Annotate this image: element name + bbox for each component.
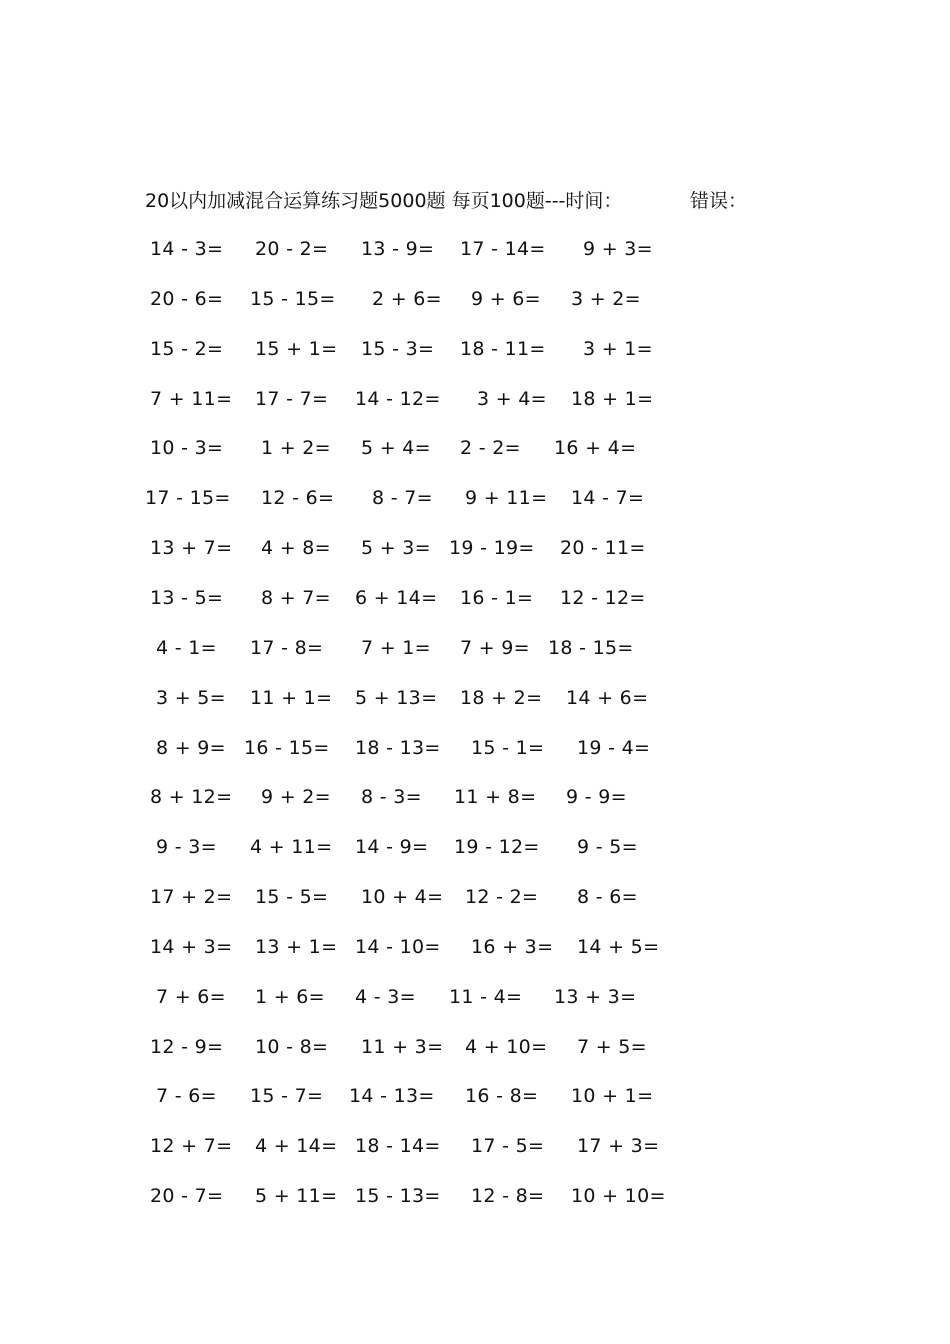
- arithmetic-problem: 9 - 5=: [577, 836, 638, 858]
- arithmetic-problem: 9 + 2=: [261, 786, 331, 808]
- arithmetic-problem: 4 - 3=: [355, 986, 416, 1008]
- arithmetic-problem: 11 + 3=: [361, 1036, 444, 1058]
- arithmetic-problem: 4 - 1=: [156, 637, 217, 659]
- arithmetic-problem: 12 + 7=: [150, 1135, 233, 1157]
- arithmetic-problem: 2 + 6=: [372, 288, 442, 310]
- arithmetic-problem: 17 + 2=: [150, 886, 233, 908]
- arithmetic-problem: 14 - 7=: [571, 487, 645, 509]
- arithmetic-problem: 1 + 6=: [255, 986, 325, 1008]
- arithmetic-problem: 7 + 1=: [361, 637, 431, 659]
- arithmetic-problem: 9 + 11=: [465, 487, 548, 509]
- arithmetic-problem: 6 + 14=: [355, 587, 438, 609]
- arithmetic-problem: 10 - 3=: [150, 437, 224, 459]
- arithmetic-problem: 18 - 13=: [355, 737, 441, 759]
- errors-label: 错误：: [690, 190, 748, 212]
- arithmetic-problem: 15 - 7=: [250, 1085, 324, 1107]
- arithmetic-problem: 7 + 5=: [577, 1036, 647, 1058]
- arithmetic-problem: 13 + 7=: [150, 537, 233, 559]
- arithmetic-problem: 11 + 1=: [250, 687, 333, 709]
- arithmetic-problem: 8 - 6=: [577, 886, 638, 908]
- arithmetic-problem: 14 - 12=: [355, 388, 441, 410]
- arithmetic-problem: 20 - 6=: [150, 288, 224, 310]
- arithmetic-problem: 1 + 2=: [261, 437, 331, 459]
- arithmetic-problem: 14 + 5=: [577, 936, 660, 958]
- arithmetic-problem: 15 - 3=: [361, 338, 435, 360]
- arithmetic-problem: 14 - 13=: [349, 1085, 435, 1107]
- arithmetic-problem: 4 + 8=: [261, 537, 331, 559]
- arithmetic-problem: 14 + 6=: [566, 687, 649, 709]
- arithmetic-problem: 12 - 9=: [150, 1036, 224, 1058]
- arithmetic-problem: 18 + 1=: [571, 388, 654, 410]
- arithmetic-problem: 16 + 3=: [471, 936, 554, 958]
- arithmetic-problem: 17 - 8=: [250, 637, 324, 659]
- arithmetic-problem: 20 - 7=: [150, 1185, 224, 1207]
- arithmetic-problem: 4 + 14=: [255, 1135, 338, 1157]
- arithmetic-problem: 3 + 5=: [156, 687, 226, 709]
- arithmetic-problem: 15 - 15=: [250, 288, 336, 310]
- arithmetic-problem: 19 - 4=: [577, 737, 651, 759]
- arithmetic-problem: 13 - 9=: [361, 238, 435, 260]
- arithmetic-problem: 14 - 3=: [150, 238, 224, 260]
- arithmetic-problem: 9 - 9=: [566, 786, 627, 808]
- arithmetic-problem: 18 - 11=: [460, 338, 546, 360]
- arithmetic-problem: 9 + 3=: [583, 238, 653, 260]
- arithmetic-problem: 13 - 5=: [150, 587, 224, 609]
- arithmetic-problem: 3 + 2=: [571, 288, 641, 310]
- arithmetic-problem: 15 - 5=: [255, 886, 329, 908]
- arithmetic-problem: 3 + 1=: [583, 338, 653, 360]
- arithmetic-problem: 14 + 3=: [150, 936, 233, 958]
- arithmetic-problem: 10 + 4=: [361, 886, 444, 908]
- arithmetic-problem: 9 + 6=: [471, 288, 541, 310]
- arithmetic-problem: 16 + 4=: [554, 437, 637, 459]
- arithmetic-problem: 3 + 4=: [477, 388, 547, 410]
- arithmetic-problem: 19 - 12=: [454, 836, 540, 858]
- arithmetic-problem: 16 - 15=: [244, 737, 330, 759]
- arithmetic-problem: 20 - 2=: [255, 238, 329, 260]
- arithmetic-problem: 19 - 19=: [449, 537, 535, 559]
- arithmetic-problem: 14 - 10=: [355, 936, 441, 958]
- arithmetic-problem: 12 - 12=: [560, 587, 646, 609]
- arithmetic-problem: 11 + 8=: [454, 786, 537, 808]
- arithmetic-problem: 12 - 2=: [465, 886, 539, 908]
- arithmetic-problem: 18 - 15=: [548, 637, 634, 659]
- arithmetic-problem: 17 - 7=: [255, 388, 329, 410]
- arithmetic-problem: 9 - 3=: [156, 836, 217, 858]
- arithmetic-problem: 12 - 8=: [471, 1185, 545, 1207]
- arithmetic-problem: 11 - 4=: [449, 986, 523, 1008]
- arithmetic-problem: 20 - 11=: [560, 537, 646, 559]
- arithmetic-problem: 5 + 13=: [355, 687, 438, 709]
- arithmetic-problem: 5 + 3=: [361, 537, 431, 559]
- arithmetic-problem: 17 - 14=: [460, 238, 546, 260]
- arithmetic-problem: 13 + 3=: [554, 986, 637, 1008]
- arithmetic-problem: 17 - 5=: [471, 1135, 545, 1157]
- arithmetic-problem: 7 + 9=: [460, 637, 530, 659]
- arithmetic-problem: 17 - 15=: [145, 487, 231, 509]
- arithmetic-problem: 5 + 4=: [361, 437, 431, 459]
- arithmetic-problem: 7 + 11=: [150, 388, 233, 410]
- arithmetic-problem: 18 + 2=: [460, 687, 543, 709]
- arithmetic-problem: 8 + 9=: [156, 737, 226, 759]
- arithmetic-problem: 8 + 7=: [261, 587, 331, 609]
- arithmetic-problem: 2 - 2=: [460, 437, 521, 459]
- arithmetic-problem: 15 + 1=: [255, 338, 338, 360]
- arithmetic-problem: 8 - 7=: [372, 487, 433, 509]
- arithmetic-problem: 15 - 2=: [150, 338, 224, 360]
- arithmetic-problem: 16 - 1=: [460, 587, 534, 609]
- arithmetic-problem: 7 - 6=: [156, 1085, 217, 1107]
- arithmetic-problem: 10 + 10=: [571, 1185, 666, 1207]
- arithmetic-problem: 7 + 6=: [156, 986, 226, 1008]
- arithmetic-problem: 8 + 12=: [150, 786, 233, 808]
- arithmetic-problem: 4 + 10=: [465, 1036, 548, 1058]
- arithmetic-problem: 8 - 3=: [361, 786, 422, 808]
- arithmetic-problem: 12 - 6=: [261, 487, 335, 509]
- arithmetic-problem: 14 - 9=: [355, 836, 429, 858]
- arithmetic-problem: 4 + 11=: [250, 836, 333, 858]
- arithmetic-problem: 16 - 8=: [465, 1085, 539, 1107]
- arithmetic-problem: 10 + 1=: [571, 1085, 654, 1107]
- arithmetic-problem: 13 + 1=: [255, 936, 338, 958]
- arithmetic-problem: 18 - 14=: [355, 1135, 441, 1157]
- arithmetic-problem: 15 - 1=: [471, 737, 545, 759]
- arithmetic-problem: 10 - 8=: [255, 1036, 329, 1058]
- arithmetic-problem: 15 - 13=: [355, 1185, 441, 1207]
- arithmetic-problem: 17 + 3=: [577, 1135, 660, 1157]
- arithmetic-problem: 5 + 11=: [255, 1185, 338, 1207]
- worksheet-title: 20以内加减混合运算练习题5000题 每页100题---时间：: [145, 190, 623, 212]
